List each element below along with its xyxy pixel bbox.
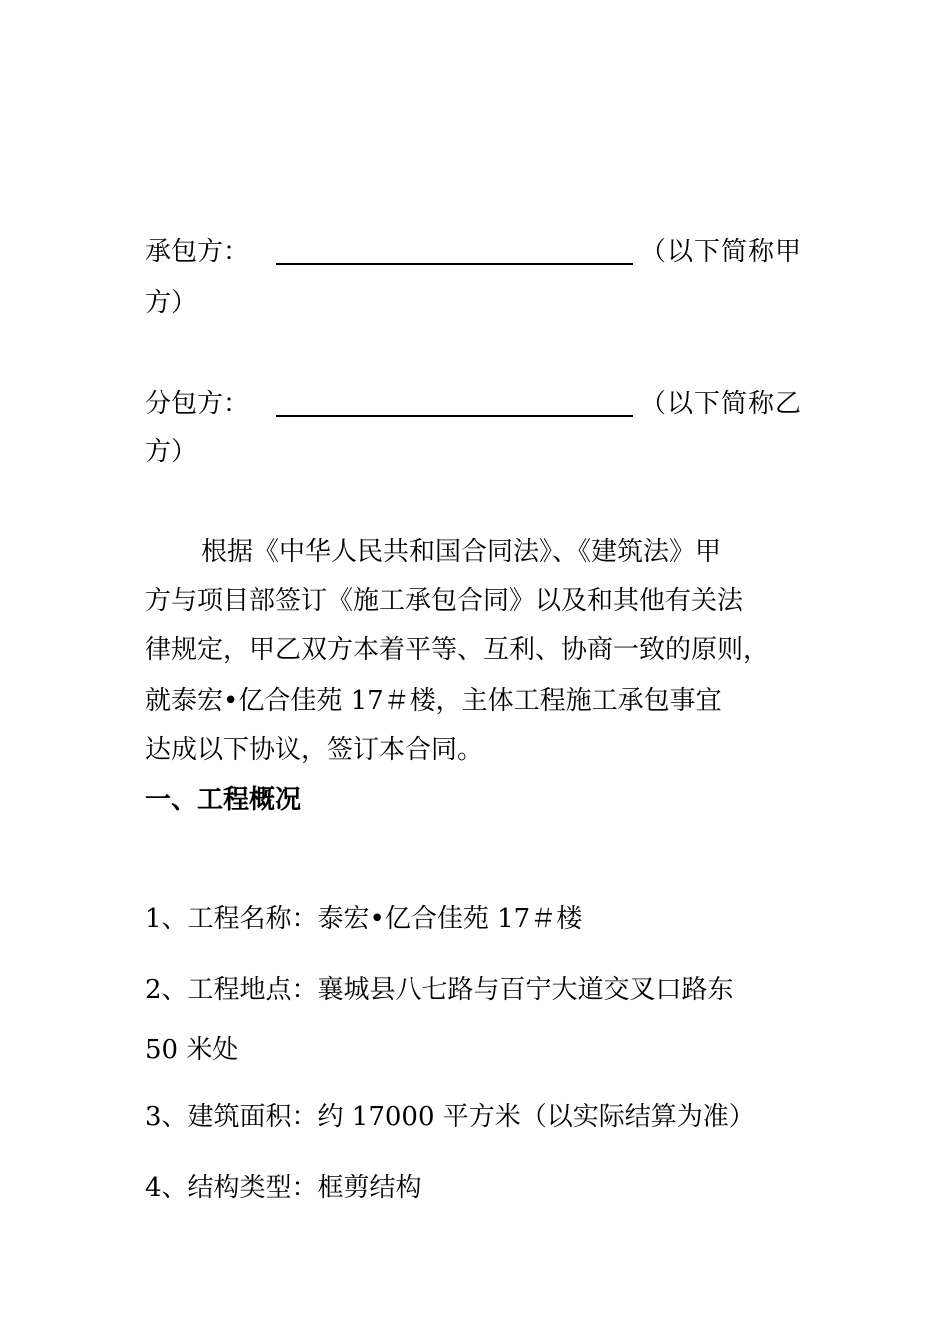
subcontractor-blank-underline: [276, 415, 633, 417]
contractor-label: 承包方：: [145, 237, 250, 267]
subcontractor-line: [145, 388, 825, 420]
contractor-continuation: 方）: [145, 288, 198, 318]
subcontractor-continuation: 方）: [145, 437, 198, 467]
list-item: 4、结构类型：框剪结构: [145, 1173, 422, 1203]
list-item: 2、工程地点：襄城县八七路与百宁大道交叉口路东: [145, 975, 734, 1005]
list-item: 1、工程名称：泰宏•亿合佳苑 17＃楼: [145, 904, 583, 934]
contractor-line: [145, 236, 825, 268]
list-item: 3、建筑面积：约 17000 平方米（以实际结算为准）: [145, 1102, 755, 1132]
preamble-line: 达成以下协议，签订本合同。: [145, 735, 484, 765]
contractor-suffix: （以下简称甲: [640, 237, 803, 267]
subcontractor-suffix: （以下简称乙: [640, 389, 803, 419]
section-heading: 一、工程概况: [145, 785, 302, 815]
list-item: 50 米处: [145, 1035, 239, 1065]
preamble-line: 根据《中华人民共和国合同法》、《建筑法》甲: [201, 537, 722, 567]
preamble-line: 方与项目部签订《施工承包合同》以及和其他有关法: [145, 586, 744, 616]
preamble-line: 就泰宏•亿合佳苑 17＃楼，主体工程施工承包事宜: [145, 686, 722, 716]
preamble-line: 律规定，甲乙双方本着平等、互利、协商一致的原则，: [145, 635, 770, 665]
subcontractor-label: 分包方：: [145, 389, 250, 419]
contractor-blank-underline: [276, 263, 633, 265]
